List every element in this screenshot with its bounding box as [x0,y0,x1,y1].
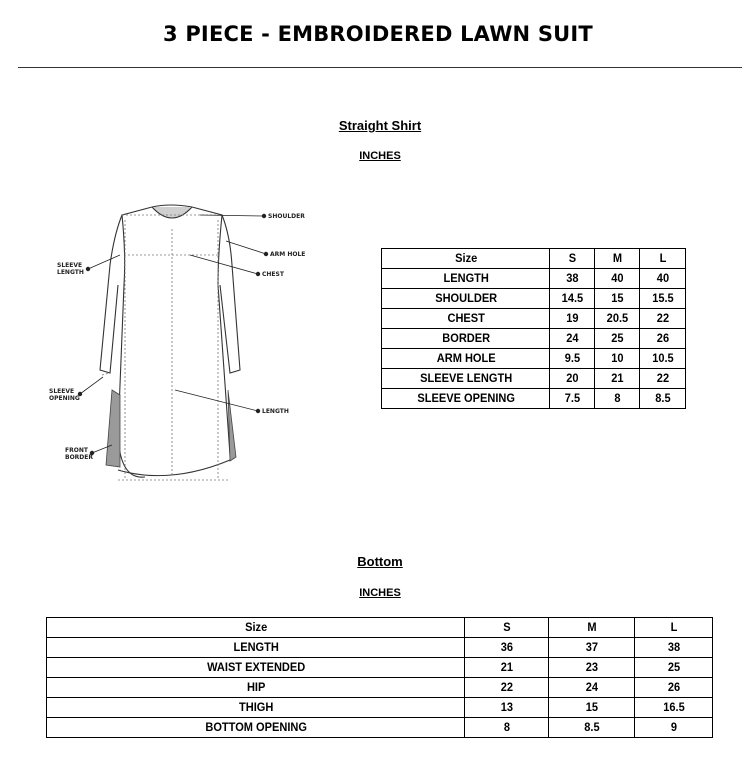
table-row [47,658,713,678]
diagram-label-length: LENGTH [262,408,289,415]
diagram-label-front-border-2: BORDER [65,454,93,461]
shirt-heading: Straight Shirt [338,118,422,133]
table-row [382,329,686,349]
header-cell: S [552,249,593,269]
table-cell: 8.5 [552,718,631,738]
table-cell: 22 [641,309,683,329]
table-cell: 23 [552,658,631,678]
table-cell: 15 [597,289,638,309]
table-cell: 8 [597,389,638,409]
page-title: 3 PIECE - EMBROIDERED LAWN SUIT [163,22,593,46]
table-cell: 38 [552,269,593,289]
table-row [382,349,686,369]
row-label: LENGTH [388,269,543,289]
header-cell: S [468,618,545,638]
table-cell: 10 [597,349,638,369]
table-row [382,369,686,389]
shirt-diagram [40,195,330,495]
diagram-label-sleeve-length-1: SLEEVE [57,262,83,269]
table-cell: 14.5 [552,289,593,309]
diagram-label-front-border-1: FRONT [65,447,88,454]
header-cell: Size [388,249,543,269]
table-cell: 7.5 [552,389,593,409]
row-label: WAIST EXTENDED [63,658,448,678]
row-label: BOTTOM OPENING [63,718,448,738]
table-header-row [47,618,713,638]
table-cell: 10.5 [641,349,683,369]
diagram-label-shoulder: SHOULDER [268,213,305,220]
table-cell: 37 [552,638,631,658]
diagram-label-arm-hole: ARM HOLE [270,251,306,258]
table-row [47,718,713,738]
shirt-outline [100,205,240,477]
shirt-unit-label: INCHES [359,150,401,162]
table-cell: 22 [641,369,683,389]
bottom-size-table [46,617,713,738]
table-cell: 38 [638,638,710,658]
bottom-heading: Bottom [357,554,403,569]
table-cell: 26 [641,329,683,349]
table-header-row [382,249,686,269]
table-cell: 20 [552,369,593,389]
table-cell: 16.5 [638,698,710,718]
table-cell: 20.5 [597,309,638,329]
table-row [382,289,686,309]
header-cell: L [641,249,683,269]
table-cell: 25 [638,658,710,678]
row-label: LENGTH [63,638,448,658]
table-cell: 24 [552,329,593,349]
table-row [47,638,713,658]
header-cell: Size [63,618,448,638]
table-cell: 21 [597,369,638,389]
table-cell: 13 [468,698,545,718]
row-label: SLEEVE LENGTH [388,369,543,389]
table-cell: 40 [641,269,683,289]
front-border-shading [106,390,120,467]
table-cell: 9.5 [552,349,593,369]
table-cell: 19 [552,309,593,329]
bottom-unit-label: INCHES [359,587,401,599]
diagram-label-sleeve-opening-1: SLEEVE [49,388,75,395]
diagram-label-sleeve-length-2: LENGTH [57,269,84,276]
table-row [382,309,686,329]
label-pointers [78,214,268,455]
row-label: ARM HOLE [388,349,543,369]
table-cell: 15 [552,698,631,718]
table-cell: 26 [638,678,710,698]
row-label: THIGH [63,698,448,718]
shirt-size-table [381,248,686,409]
table-row [47,678,713,698]
row-label: SHOULDER [388,289,543,309]
table-row [382,269,686,289]
header-cell: M [552,618,631,638]
table-cell: 24 [552,678,631,698]
table-cell: 8 [468,718,545,738]
diagram-label-sleeve-opening-2: OPENING [49,395,80,402]
table-cell: 21 [468,658,545,678]
table-row [382,389,686,409]
row-label: SLEEVE OPENING [388,389,543,409]
title-divider [18,67,742,68]
table-cell: 25 [597,329,638,349]
row-label: BORDER [388,329,543,349]
row-label: CHEST [388,309,543,329]
table-cell: 8.5 [641,389,683,409]
table-cell: 36 [468,638,545,658]
row-label: HIP [63,678,448,698]
table-cell: 40 [597,269,638,289]
table-cell: 22 [468,678,545,698]
table-cell: 15.5 [641,289,683,309]
diagram-label-chest: CHEST [262,271,284,278]
table-row [47,698,713,718]
header-cell: M [597,249,638,269]
header-cell: L [638,618,710,638]
table-cell: 9 [638,718,710,738]
